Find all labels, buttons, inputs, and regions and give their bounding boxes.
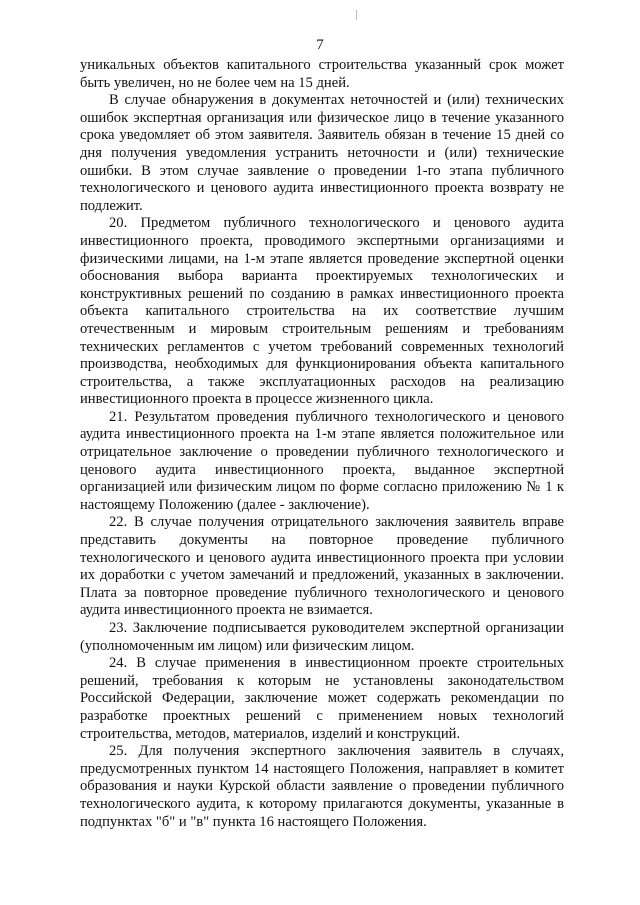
paragraph-22: 22. В случае получения отрицательного заключения заявитель вправе представить документы на повторное проведение публичного технологического и ценового аудита инвестиционного проекта при условии их доработки с учетом замечаний и предложений, указанных в заключении. Плата за повторное проведение публичного технологического и ценового аудита инвестиционного проекта не взимается. — [80, 514, 564, 619]
paragraph-25: 25. Для получения экспертного заключения заявитель в случаях, предусмотренных пунктом 14 настоящего Положения, направляет в комитет образования и науки Курской области заявление о проведении публичного технологического аудита, к которому прилагаются документы, указанные в подпунктах "б" и "в" пункта 16 настоящего Положения. — [80, 743, 564, 830]
paragraph-24: 24. В случае применения в инвестиционном проекте строительных решений, требования к которым не установлены законодательством Российской Федерации, заключение может содержать рекомендации по разработке проектных решений с применением новых технологий строительства, методов, материалов, изделий и конструкций. — [80, 655, 564, 742]
paragraph-20: 20. Предметом публичного технологического и ценового аудита инвестиционного проекта, проводимого экспертными организациями и физическими лицами, на 1-м этапе является проведение экспертной оценки обоснования выбора варианта проектируемых технологических и конструктивных решений по созданию в рамках инвестиционного проекта объекта капитального строительства на их соответствие лучшим отечественным и мировым строительным решениям и требованиям технических регламентов с учетом требований современных технологий производства, необходимых для функционирования объекта капитального строительства, а также эксплуатационных расходов на реализацию инвестиционного проекта в процессе жизненного цикла. — [80, 215, 564, 408]
paragraph-23: 23. Заключение подписывается руководителем экспертной организации (уполномоченным им лицом) или физическим лицом. — [80, 620, 564, 654]
page-number: 7 — [316, 37, 324, 53]
paragraph-errors-notice: В случае обнаружения в документах неточностей и (или) технических ошибок экспертная организация или физическое лицо в течение указанного срока уведомляет об этом заявителя. Заявитель обязан в течение 15 дней со дня получения уведомления устранить неточности и (или) технические ошибки. В этом случае заявление о проведении 1-го этапа публичного технологического и ценового аудита инвестиционного проекта возврату не подлежит. — [80, 92, 564, 214]
paragraph-21: 21. Результатом проведения публичного технологического и ценового аудита инвестиционного проекта на 1-м этапе является положительное или отрицательное заключение о проведении публичного технологического и ценового аудита инвестиционного проекта, выданное экспертной организацией или физическим лицом по форме согласно приложению № 1 к настоящему Положению (далее - заключение). — [80, 408, 564, 513]
document-body — [80, 57, 564, 831]
paragraph-continuation: уникальных объектов капитального строительства указанный срок может быть увеличен, но не более чем на 15 дней. — [80, 57, 564, 91]
scan-mark — [356, 10, 357, 20]
